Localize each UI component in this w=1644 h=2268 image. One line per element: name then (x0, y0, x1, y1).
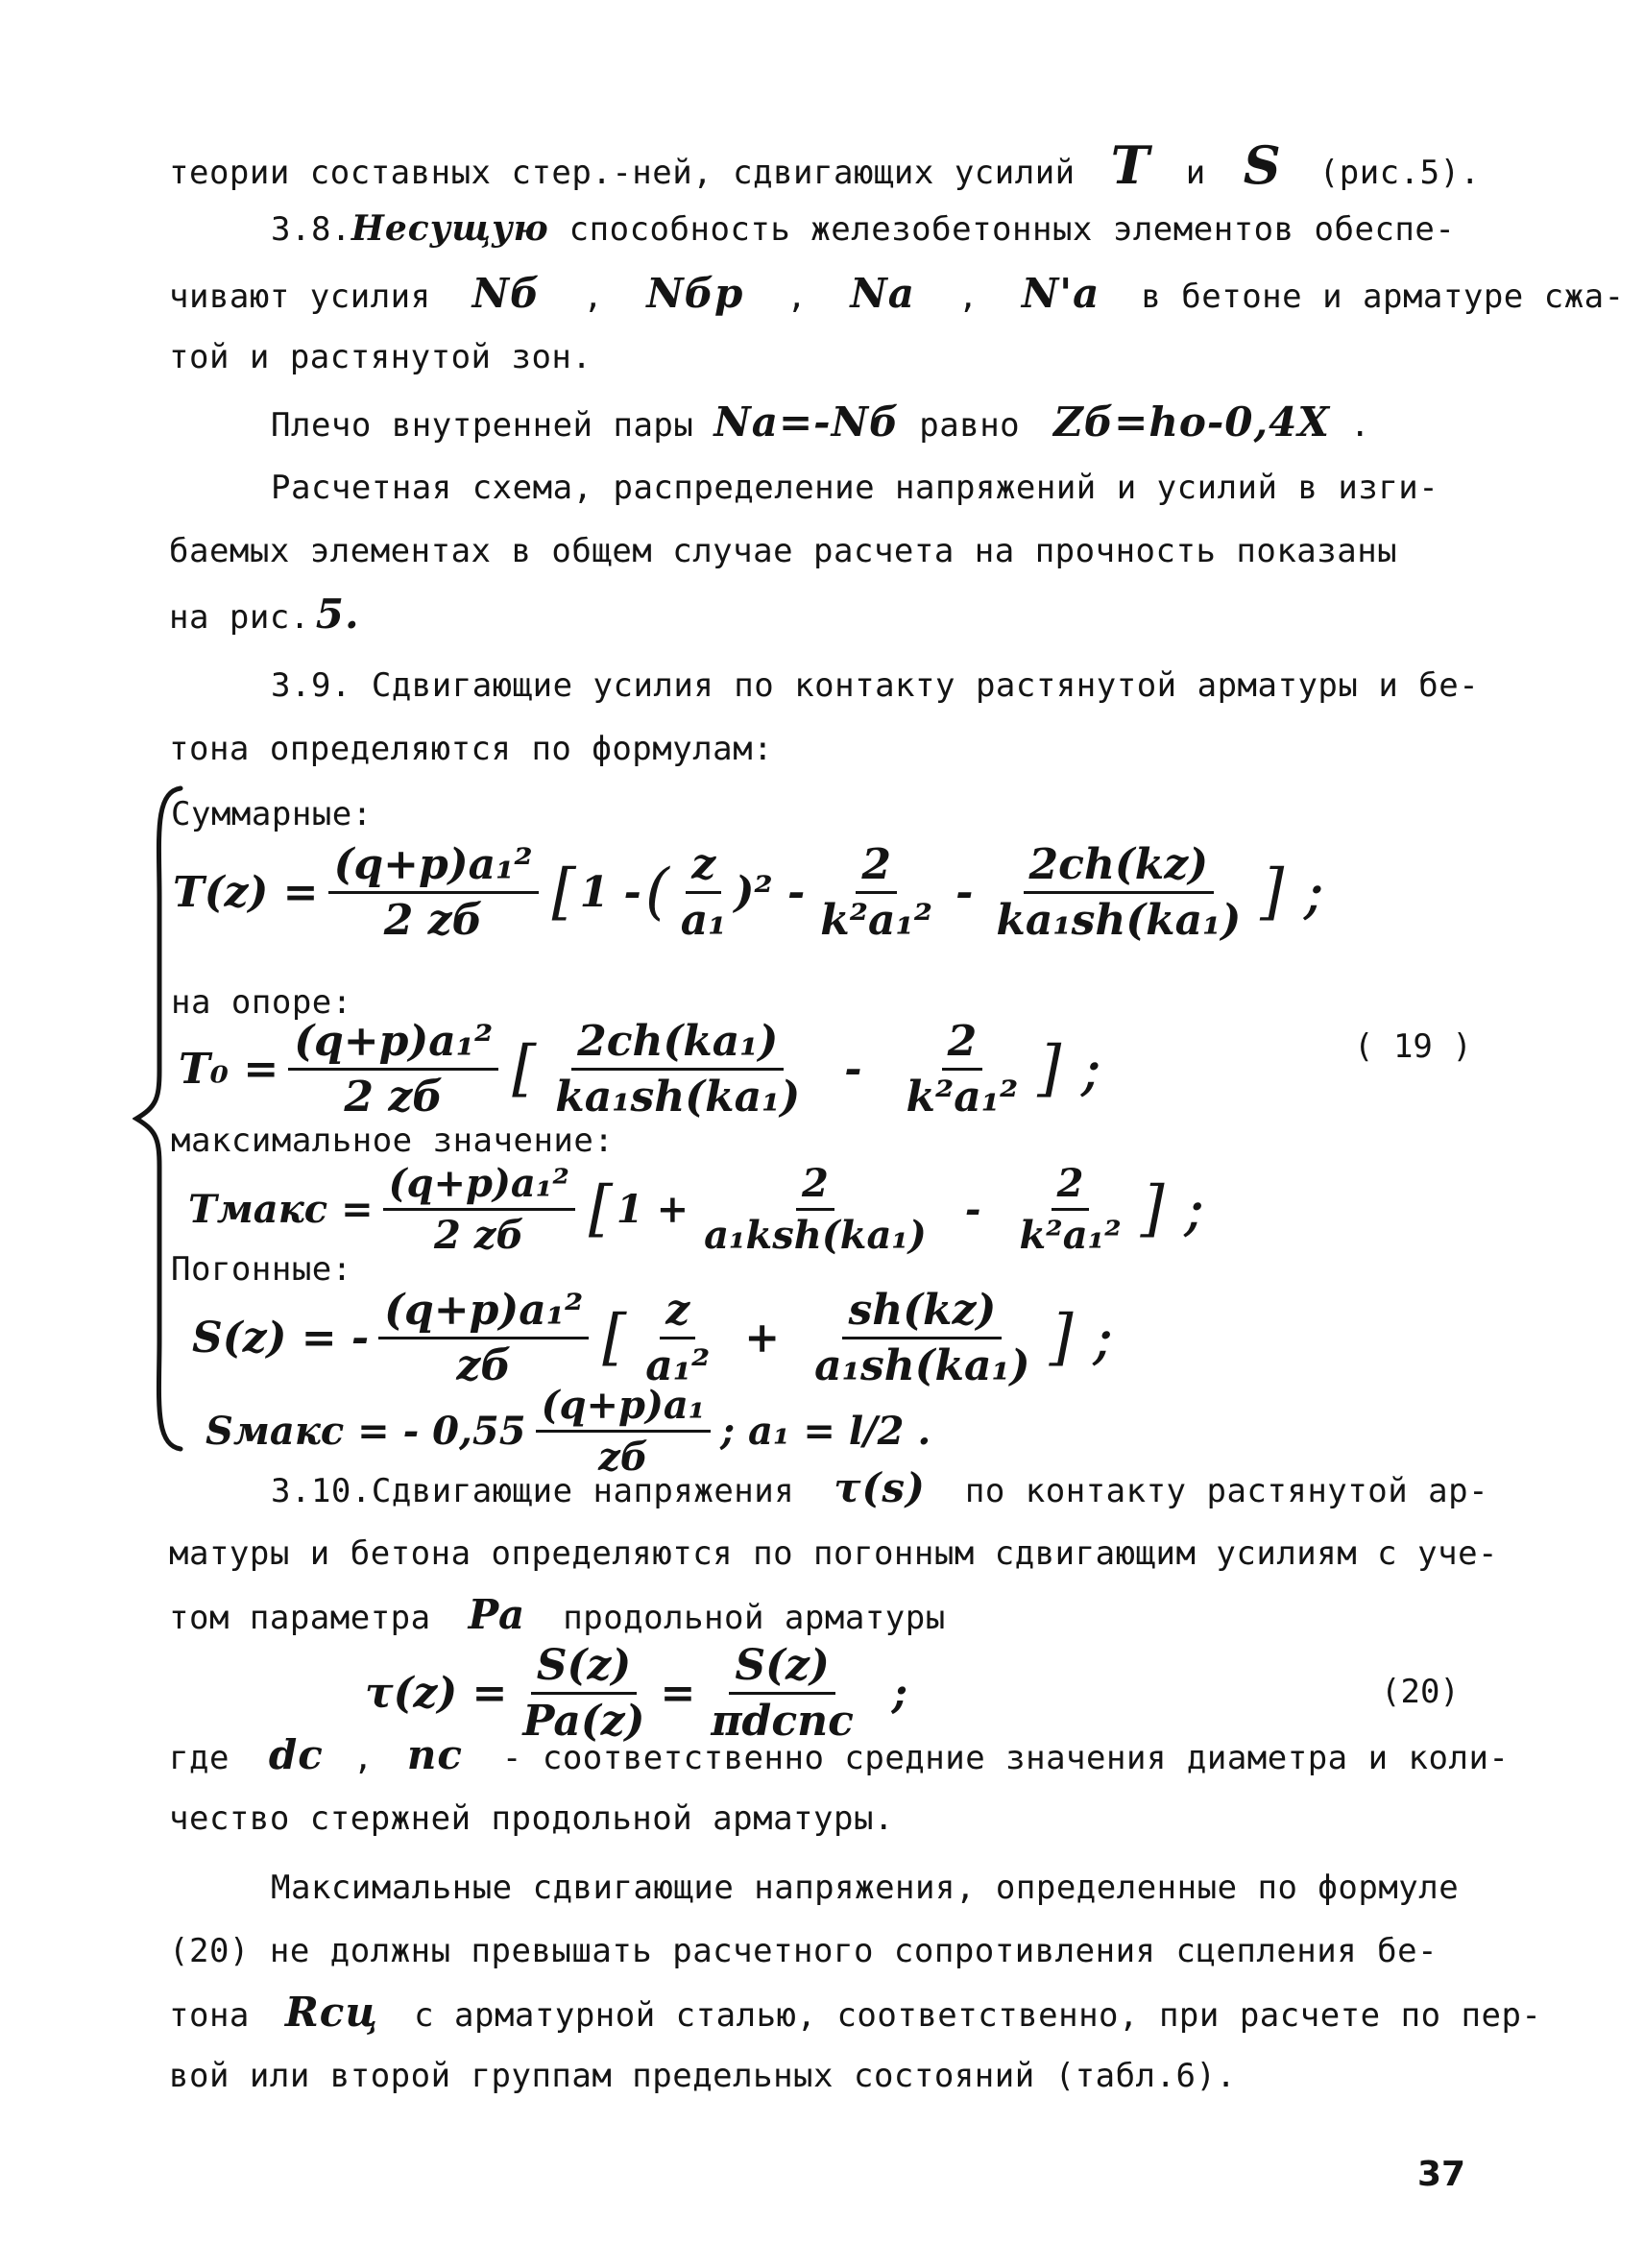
text-run: (рис.5). (1318, 154, 1481, 192)
comma: , (583, 277, 604, 316)
numerator: 2 (856, 840, 897, 894)
symbol-N-a: Na (850, 270, 915, 317)
symbol-N-br: Nбр (646, 270, 744, 317)
numerator: 2ch(ka₁) (571, 1017, 784, 1071)
handwritten-equation: Zб=hо-0,4X (1053, 398, 1330, 446)
fraction (517, 1641, 650, 1746)
text-run: на опоре: (171, 983, 352, 1022)
formula-S-max (206, 1383, 931, 1479)
denominator: k²a₁² (1019, 1212, 1122, 1258)
denominator: zб (598, 1434, 648, 1480)
formula-T-z (173, 839, 1328, 945)
text-run: матуры и бетона определяются по погонным сдвигающим усилиям с уче- (169, 1534, 1499, 1573)
symbol-N-a-prime: N'a (1021, 270, 1100, 317)
text-run: Максимальные сдвигающие напряжения, определенные по формуле (271, 1869, 1460, 1907)
text-run: 3.9. Сдвигающие усилия по контакту растянутой арматуры и бе- (271, 666, 1480, 705)
handwritten-figure-number: 5. (315, 591, 360, 638)
text-line (169, 1731, 1510, 1779)
text-run: продольной арматуры (563, 1599, 946, 1637)
fraction (536, 1383, 712, 1480)
semicolon: ; (891, 1668, 908, 1718)
fraction (698, 1161, 932, 1258)
fraction (378, 1286, 589, 1390)
numerator: 2 (1052, 1161, 1090, 1211)
fraction (990, 840, 1246, 945)
formula-tail: ; a₁ = l/2 . (720, 1408, 931, 1454)
text-run: ( 19 ) (1354, 1027, 1472, 1066)
text-run: тона (169, 1996, 250, 2035)
numerator: 2 (796, 1161, 834, 1211)
text-run: чество стержней продольной арматуры. (169, 1799, 894, 1838)
bracket-open: [ (551, 857, 576, 928)
text-line (169, 2055, 1236, 2097)
denominator: a₁ksh(ka₁) (704, 1212, 927, 1258)
numerator: (q+p)a₁² (383, 1161, 575, 1211)
fraction (549, 1017, 806, 1122)
operator: - (844, 1044, 862, 1094)
text-run: в бетоне и арматуре сжа- (1141, 277, 1625, 316)
text-run: - соответственно средние значения диаметра и коли- (501, 1739, 1510, 1777)
fraction (809, 1286, 1035, 1390)
text-run: тона определяются по формулам: (169, 730, 774, 768)
denominator: ka₁sh(ka₁) (555, 1072, 801, 1122)
denominator: 2 zб (383, 895, 483, 945)
denominator: 2 zб (344, 1072, 444, 1122)
text-run: Расчетная схема, распределение напряжений и усилий в изги- (271, 469, 1439, 507)
text-line (271, 1464, 1489, 1512)
formula-lhs: τ(z) = (365, 1668, 508, 1718)
text-line (271, 207, 1455, 251)
text-run: Плечо внутренней пары (271, 406, 694, 445)
text-run: той и растянутой зон. (169, 338, 592, 376)
bracket-close: ] ; (1049, 1302, 1114, 1373)
formula-lhs: T(z) = (173, 867, 319, 917)
formula-S-z (192, 1285, 1118, 1390)
handwritten-word: Несущую (351, 208, 549, 249)
text-run: по контакту растянутой ар- (964, 1472, 1489, 1510)
text-run: Суммарные: (171, 795, 373, 833)
text-line (271, 467, 1438, 509)
term: 1 + (616, 1186, 689, 1232)
numerator: (q+p)a₁² (328, 840, 539, 894)
symbol-S: S (1243, 134, 1282, 196)
page-number (1417, 2155, 1465, 2194)
text-run: на рис. (169, 598, 310, 637)
text-run: теории составных стер.-ней, сдвигающих усилий (169, 154, 1076, 192)
comma: , (957, 277, 979, 316)
bracket-close: ] ; (1140, 1173, 1205, 1244)
text-line (169, 134, 1481, 196)
denominator: a₁² (645, 1340, 711, 1390)
numerator: (q+p)a₁² (288, 1017, 498, 1071)
term: )² - (734, 867, 806, 917)
operator: + (744, 1313, 781, 1363)
text-run: (20) не должны превышать расчетного сопротивления сцепления бе- (169, 1932, 1438, 1970)
comma: , (786, 277, 808, 316)
denominator: 2 zб (434, 1212, 524, 1258)
paren-open: ( (644, 857, 669, 928)
text-line (169, 1532, 1498, 1575)
text-line (271, 398, 1370, 446)
denominator: πdcnc (711, 1696, 854, 1746)
formula-tau-z (365, 1640, 907, 1746)
fraction (288, 1017, 498, 1122)
text-line (169, 336, 592, 378)
symbol-d-c: dc (268, 1731, 324, 1778)
bracket-open: [ (512, 1033, 537, 1104)
period: . (1349, 406, 1370, 445)
symbol-T: T (1110, 134, 1150, 196)
numerator: 2ch(kz) (1024, 840, 1215, 894)
denominator: ka₁sh(ka₁) (996, 895, 1242, 945)
bracket-open: [ (602, 1302, 627, 1373)
text-run: равно (919, 406, 1021, 445)
fraction (1013, 1161, 1126, 1258)
operator: = (660, 1668, 696, 1718)
fraction (900, 1017, 1024, 1122)
fraction (814, 840, 938, 945)
text-line (169, 728, 773, 770)
denominator: k²a₁² (906, 1072, 1019, 1122)
symbol-tau-s: τ(s) (834, 1464, 926, 1511)
fraction (328, 840, 539, 945)
text-line (169, 1991, 1541, 2037)
text-run: вой или второй группам предельных состояний (табл.6). (169, 2057, 1237, 2095)
formula-lhs: T₀ = (179, 1044, 279, 1094)
section-number: 3.8. (271, 210, 351, 249)
fraction (383, 1161, 575, 1258)
text-run: максимальное значение: (171, 1122, 615, 1160)
numerator: z (660, 1286, 695, 1339)
numerator: (q+p)a₁ (536, 1383, 712, 1433)
fraction (675, 840, 733, 945)
bracket-close: ] ; (1037, 1033, 1102, 1104)
operator: - (955, 867, 974, 917)
text-run: Погонные: (171, 1250, 352, 1289)
numerator: sh(kz) (842, 1286, 1002, 1339)
equation-number-19 (1354, 1027, 1472, 1066)
formula-lhs: Sмакс = - 0,55 (206, 1408, 526, 1454)
formula-lhs: S(z) = - (192, 1313, 370, 1363)
denominator: a₁ (680, 895, 727, 945)
operator: - (964, 1186, 981, 1232)
text-line (271, 1867, 1459, 1909)
text-run: (20) (1381, 1673, 1460, 1711)
text-line (271, 664, 1479, 707)
page-number-text: 37 (1417, 2155, 1466, 2194)
numerator: S(z) (729, 1641, 834, 1695)
text-line (169, 270, 1625, 318)
term: 1 - (579, 867, 641, 917)
formula-T-max (188, 1156, 1209, 1262)
text-line (169, 1930, 1438, 1972)
fraction (640, 1286, 715, 1390)
symbol-P-a: Pa (468, 1591, 526, 1638)
text-run: баемых элементах в общем случае расчета на прочность показаны (169, 532, 1398, 570)
formula-lhs: Tмакс = (188, 1186, 374, 1232)
formula-T-0 (179, 1016, 1105, 1122)
formula-label (171, 793, 373, 835)
text-run: том параметра (169, 1599, 431, 1637)
text-run: способность железобетонных элементов обеспе- (568, 210, 1456, 249)
text-line (169, 593, 360, 639)
text-line (169, 1798, 894, 1840)
text-run: чивают усилия (169, 277, 431, 316)
numerator: S(z) (531, 1641, 637, 1695)
denominator: a₁sh(ka₁) (814, 1340, 1030, 1390)
denominator: zб (456, 1340, 512, 1390)
bracket-open: [ (588, 1173, 613, 1244)
equation-number-20 (1381, 1673, 1460, 1711)
text-run: с арматурной сталью, соответственно, при расчете по пер- (414, 1996, 1542, 2035)
denominator: k²a₁² (820, 895, 933, 945)
text-run: где (169, 1739, 230, 1777)
numerator: (q+p)a₁² (378, 1286, 589, 1339)
bracket-close: ] ; (1260, 857, 1325, 928)
comma: , (352, 1739, 374, 1777)
handwritten-equation: Na=-Nб (713, 398, 900, 446)
text-line (169, 530, 1397, 572)
symbol-N-b: Nб (471, 270, 541, 317)
fraction (705, 1641, 859, 1746)
numerator: z (686, 840, 721, 894)
symbol-R-sc: Rсц (284, 1989, 379, 2036)
denominator: Pa(z) (522, 1696, 645, 1746)
symbol-n-c: nc (406, 1731, 463, 1778)
numerator: 2 (942, 1017, 983, 1071)
text-line (169, 1591, 946, 1639)
text-run: и (1185, 154, 1206, 192)
text-run: 3.10.Сдвигающие напряжения (271, 1472, 795, 1510)
